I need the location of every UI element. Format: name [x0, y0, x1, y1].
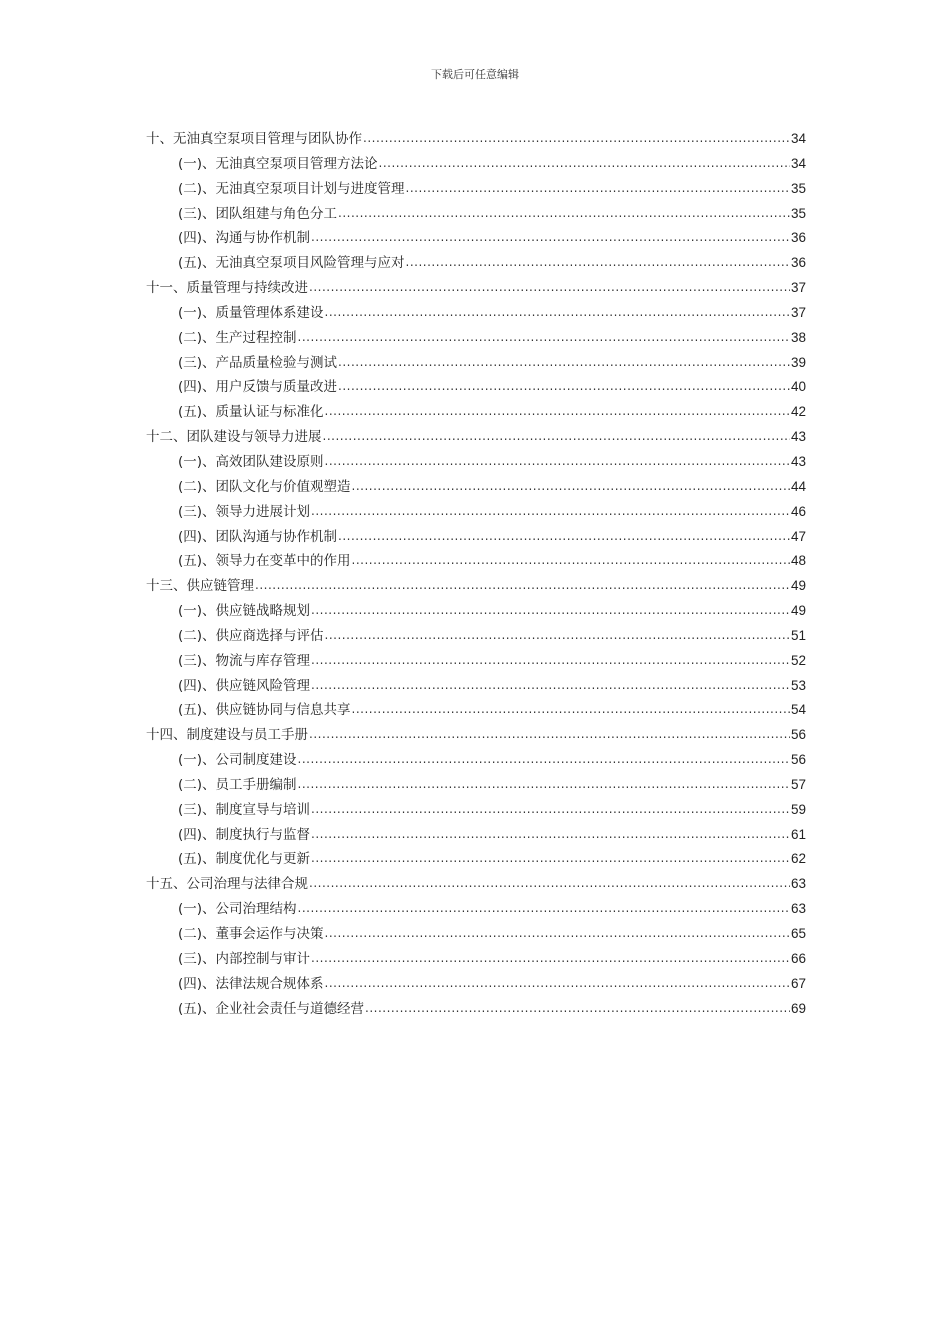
toc-section-entry[interactable] [146, 450, 806, 475]
toc-section-entry[interactable] [146, 202, 806, 227]
toc-entry-page-number: 67 [790, 975, 806, 991]
toc-entry-title: (二)、无油真空泵项目计划与进度管理 [178, 180, 405, 197]
toc-dot-leader [298, 900, 790, 916]
toc-section-entry[interactable] [146, 997, 806, 1022]
toc-section-entry[interactable] [146, 301, 806, 326]
toc-entry-page-number: 38 [790, 329, 806, 345]
toc-dot-leader [323, 428, 790, 444]
toc-dot-leader [338, 528, 790, 544]
toc-chapter-entry[interactable] [146, 872, 806, 897]
toc-chapter-entry[interactable] [146, 574, 806, 599]
toc-entry-page-number: 54 [790, 702, 806, 718]
toc-section-entry[interactable] [146, 922, 806, 947]
toc-entry-title: (一)、公司治理结构 [178, 901, 297, 918]
toc-dot-leader [309, 726, 790, 742]
toc-entry-page-number: 39 [790, 354, 806, 370]
toc-dot-leader [363, 130, 790, 146]
toc-entry-title: (二)、生产过程控制 [178, 329, 297, 346]
toc-entry-page-number: 69 [790, 1000, 806, 1016]
toc-dot-leader [311, 602, 790, 618]
toc-entry-page-number: 51 [790, 627, 806, 643]
toc-entry-page-number: 62 [790, 851, 806, 867]
toc-entry-title: 十二、团队建设与领导力进展 [146, 429, 322, 446]
toc-dot-leader [298, 329, 790, 345]
toc-chapter-entry[interactable] [146, 723, 806, 748]
toc-entry-title: (四)、用户反馈与质量改进 [178, 379, 338, 396]
toc-entry-page-number: 53 [790, 677, 806, 693]
toc-dot-leader [352, 478, 790, 494]
toc-dot-leader [338, 378, 790, 394]
toc-dot-leader [311, 801, 790, 817]
toc-section-entry[interactable] [146, 226, 806, 251]
toc-section-entry[interactable] [146, 847, 806, 872]
toc-entry-title: 十一、质量管理与持续改进 [146, 280, 308, 297]
toc-section-entry[interactable] [146, 649, 806, 674]
toc-section-entry[interactable] [146, 698, 806, 723]
toc-entry-title: (二)、供应商选择与评估 [178, 627, 324, 644]
toc-entry-title: 十五、公司治理与法律合规 [146, 876, 308, 893]
toc-section-entry[interactable] [146, 624, 806, 649]
toc-entry-title: (二)、董事会运作与决策 [178, 926, 324, 942]
toc-entry-title: (四)、供应链风险管理 [178, 677, 311, 694]
toc-entry-page-number: 52 [790, 652, 806, 668]
toc-dot-leader [365, 1000, 790, 1016]
toc-entry-page-number: 35 [790, 180, 806, 196]
table-of-contents [146, 127, 806, 1021]
toc-entry-page-number: 56 [790, 727, 806, 743]
toc-dot-leader [406, 180, 790, 196]
toc-entry-page-number: 59 [790, 801, 806, 817]
toc-entry-page-number: 66 [790, 950, 806, 966]
page-header: 下载后可任意编辑 [431, 68, 519, 81]
toc-entry-page-number: 48 [790, 553, 806, 569]
toc-dot-leader [298, 751, 790, 767]
toc-entry-page-number: 34 [790, 131, 806, 146]
toc-entry-title: (三)、物流与库存管理 [178, 652, 311, 669]
toc-entry-title: (一)、公司制度建设 [178, 752, 297, 769]
toc-entry-page-number: 37 [790, 304, 806, 320]
toc-entry-title: (二)、团队文化与价值观塑造 [178, 478, 351, 495]
toc-section-entry[interactable] [146, 897, 806, 922]
toc-entry-title: (一)、无油真空泵项目管理方法论 [178, 155, 378, 172]
toc-entry-title: (一)、供应链战略规划 [178, 603, 311, 620]
toc-entry-page-number: 36 [790, 230, 806, 246]
toc-dot-leader [311, 677, 790, 693]
toc-section-entry[interactable] [146, 475, 806, 500]
toc-entry-title: (五)、企业社会责任与道德经营 [178, 1000, 365, 1017]
toc-dot-leader [255, 577, 790, 593]
toc-dot-leader [309, 875, 790, 891]
toc-dot-leader [325, 627, 790, 643]
toc-dot-leader [311, 503, 790, 519]
toc-dot-leader [311, 826, 790, 842]
toc-entry-title: (三)、团队组建与角色分工 [178, 205, 338, 222]
toc-entry-title: (五)、领导力在变革中的作用 [178, 553, 351, 570]
toc-section-entry[interactable] [146, 972, 806, 997]
toc-dot-leader [325, 925, 790, 941]
toc-entry-page-number: 63 [790, 901, 806, 917]
toc-entry-page-number: 56 [790, 752, 806, 768]
toc-section-entry[interactable] [146, 773, 806, 798]
toc-section-entry[interactable] [146, 798, 806, 823]
toc-section-entry[interactable] [146, 549, 806, 574]
toc-section-entry[interactable] [146, 525, 806, 550]
toc-entry-page-number: 43 [790, 429, 806, 445]
toc-entry-page-number: 36 [790, 255, 806, 271]
toc-entry-title: (三)、产品质量检验与测试 [178, 354, 338, 371]
toc-section-entry[interactable] [146, 674, 806, 699]
toc-entry-title: (三)、制度宣导与培训 [178, 801, 311, 818]
toc-section-entry[interactable] [146, 500, 806, 525]
toc-dot-leader [311, 950, 790, 966]
toc-dot-leader [338, 354, 790, 370]
toc-entry-page-number: 46 [790, 503, 806, 519]
toc-entry-title: (三)、内部控制与审计 [178, 950, 311, 967]
toc-section-entry[interactable] [146, 152, 806, 177]
toc-entry-page-number: 37 [790, 280, 806, 296]
toc-entry-title: (四)、制度执行与监督 [178, 826, 311, 843]
toc-dot-leader [406, 254, 790, 270]
toc-section-entry[interactable] [146, 947, 806, 972]
toc-entry-title: 十三、供应链管理 [146, 578, 254, 595]
toc-entry-title: (一)、质量管理体系建设 [178, 304, 324, 321]
toc-entry-page-number: 47 [790, 528, 806, 544]
toc-dot-leader [352, 552, 790, 568]
toc-dot-leader [298, 776, 790, 792]
toc-entry-title: 十四、制度建设与员工手册 [146, 727, 308, 744]
toc-dot-leader [311, 850, 790, 866]
toc-entry-title: (四)、团队沟通与协作机制 [178, 528, 338, 545]
toc-dot-leader [325, 975, 790, 991]
toc-section-entry[interactable] [146, 326, 806, 351]
toc-section-entry[interactable] [146, 251, 806, 276]
toc-entry-title: (四)、法律法规合规体系 [178, 975, 324, 992]
toc-section-entry[interactable] [146, 599, 806, 624]
toc-entry-title: 十、无油真空泵项目管理与团队协作 [146, 131, 362, 147]
toc-dot-leader [338, 205, 790, 221]
toc-entry-title: (五)、无油真空泵项目风险管理与应对 [178, 255, 405, 272]
toc-entry-title: (二)、员工手册编制 [178, 776, 297, 793]
toc-entry-page-number: 49 [790, 578, 806, 594]
toc-section-entry[interactable] [146, 351, 806, 376]
toc-entry-title: (一)、高效团队建设原则 [178, 453, 324, 470]
toc-entry-title: (五)、供应链协同与信息共享 [178, 702, 351, 719]
toc-entry-page-number: 43 [790, 453, 806, 469]
toc-entry-page-number: 61 [790, 826, 806, 842]
toc-dot-leader [309, 279, 790, 295]
toc-section-entry[interactable] [146, 375, 806, 400]
toc-entry-page-number: 34 [790, 155, 806, 171]
toc-section-entry[interactable] [146, 748, 806, 773]
toc-dot-leader [325, 403, 790, 419]
toc-entry-page-number: 42 [790, 404, 806, 420]
toc-dot-leader [352, 701, 790, 717]
toc-dot-leader [325, 453, 790, 469]
toc-entry-title: (五)、制度优化与更新 [178, 851, 311, 868]
toc-entry-page-number: 44 [790, 478, 806, 494]
toc-dot-leader [325, 304, 790, 320]
toc-section-entry[interactable] [146, 177, 806, 202]
toc-entry-page-number: 49 [790, 603, 806, 619]
toc-entry-title: (五)、质量认证与标准化 [178, 404, 324, 421]
toc-section-entry[interactable] [146, 400, 806, 425]
toc-entry-page-number: 65 [790, 926, 806, 941]
toc-chapter-entry[interactable] [146, 425, 806, 450]
toc-section-entry[interactable] [146, 823, 806, 848]
toc-entry-title: (四)、沟通与协作机制 [178, 230, 311, 247]
toc-entry-title: (三)、领导力进展计划 [178, 503, 311, 520]
toc-dot-leader [379, 155, 790, 171]
toc-dot-leader [311, 652, 790, 668]
toc-dot-leader [311, 229, 790, 245]
toc-chapter-entry[interactable] [146, 127, 806, 152]
toc-entry-page-number: 35 [790, 205, 806, 221]
toc-entry-page-number: 63 [790, 876, 806, 892]
toc-entry-page-number: 57 [790, 776, 806, 792]
toc-chapter-entry[interactable] [146, 276, 806, 301]
toc-entry-page-number: 40 [790, 379, 806, 395]
